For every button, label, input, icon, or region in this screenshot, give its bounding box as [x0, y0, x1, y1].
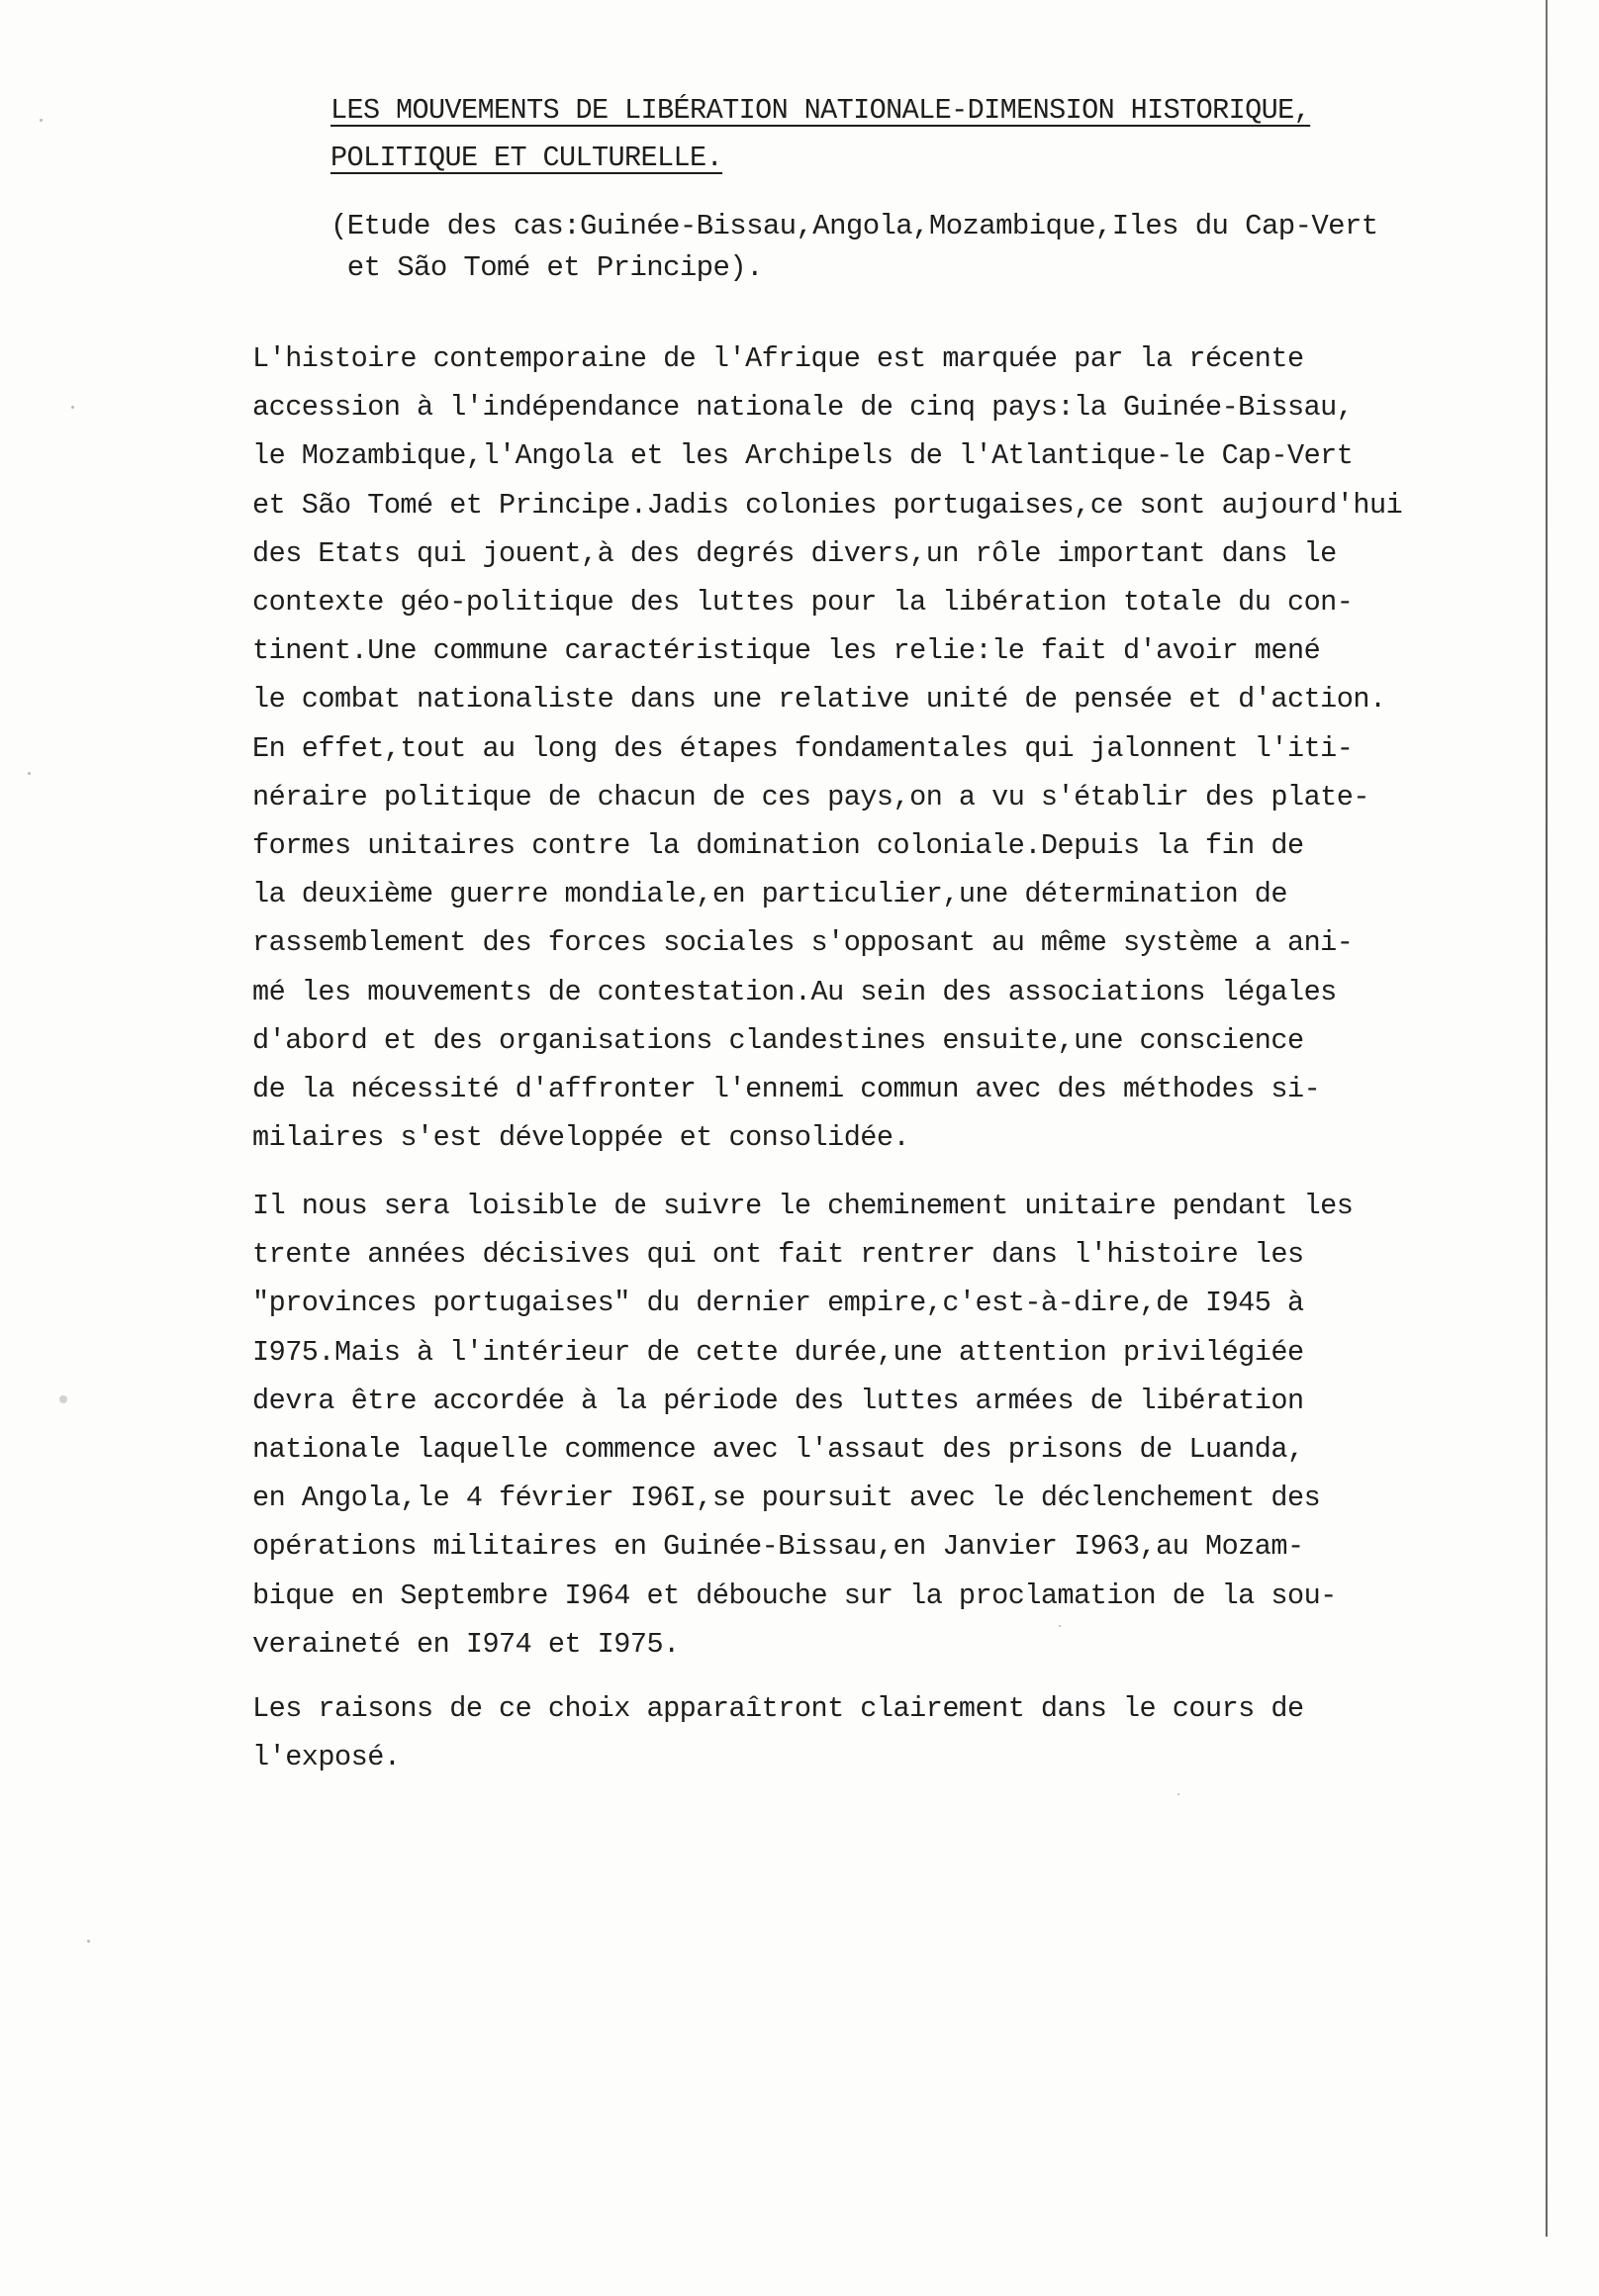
- paper-speck: [71, 406, 74, 409]
- text-line: néraire politique de chacun de ces pays,on a vu s'établir des plate-: [252, 780, 1369, 813]
- text-line: "provinces portugaises" du dernier empire,c'est-à-dire,de I945 à: [252, 1287, 1304, 1320]
- paper-speck: [28, 772, 31, 775]
- text-line: accession à l'indépendance nationale de cinq pays:la Guinée-Bissau,: [252, 391, 1354, 425]
- text-line: bique en Septembre I964 et débouche sur la proclamation de la sou-: [252, 1578, 1337, 1612]
- text-line: opérations militaires en Guinée-Bissau,en Janvier I963,au Mozam-: [252, 1530, 1304, 1564]
- text-line: des Etats qui jouent,à des degrés divers,un rôle important dans le: [252, 536, 1337, 570]
- text-line: Il nous sera loisible de suivre le cheminement unitaire pendant les: [252, 1190, 1354, 1222]
- text-line: mé les mouvements de contestation.Au sein des associations légales: [252, 975, 1337, 1008]
- text-line: formes unitaires contre la domination coloniale.Depuis la fin de: [252, 829, 1304, 863]
- document-subtitle: [330, 206, 1378, 289]
- title-line: POLITIQUE ET CULTURELLE.: [330, 142, 723, 174]
- text-line: I975.Mais à l'intérieur de cette durée,une attention privilégiée: [252, 1335, 1304, 1369]
- text-line: la deuxième guerre mondiale,en particulier,une détermination de: [252, 878, 1287, 911]
- text-line: le combat nationaliste dans une relative unité de pensée et d'action.: [252, 683, 1386, 717]
- page-edge-line: [1546, 0, 1548, 2237]
- text-line: tinent.Une commune caractéristique les relie:le fait d'avoir mené: [252, 634, 1321, 668]
- text-line: veraineté en I974 et I975.: [252, 1627, 680, 1661]
- text-line: le Mozambique,l'Angola et les Archipels de l'Atlantique-le Cap-Vert: [252, 439, 1354, 473]
- paragraph-3: [252, 1684, 1529, 1781]
- text-line: L'histoire contemporaine de l'Afrique est marquée par la récente: [252, 342, 1304, 375]
- text-line: nationale laquelle commence avec l'assaut des prisons de Luanda,: [252, 1433, 1304, 1467]
- text-line: d'abord et des organisations clandestines ensuite,une conscience: [252, 1023, 1304, 1057]
- text-line: milaires s'est développée et consolidée.: [252, 1121, 910, 1155]
- subtitle-line: (Etude des cas:Guinée-Bissau,Angola,Mozambique,Iles du Cap-Vert: [330, 210, 1378, 242]
- text-line: trente années décisives qui ont fait rentrer dans l'histoire les: [252, 1238, 1304, 1272]
- text-line: et São Tomé et Principe.Jadis colonies portugaises,ce sont aujourd'hui: [252, 488, 1403, 522]
- paper-speck: [59, 1395, 67, 1403]
- text-line: rassemblement des forces sociales s'opposant au même système a ani-: [252, 926, 1354, 960]
- paper-speck: [40, 119, 43, 122]
- document-title: [330, 87, 1518, 182]
- title-line: LES MOUVEMENTS DE LIBÉRATION NATIONALE-DIMENSION HISTORIQUE,: [330, 94, 1311, 127]
- subtitle-line: et São Tomé et Principe).: [330, 251, 763, 284]
- paragraph-2: [252, 1182, 1529, 1669]
- paper-speck: [1177, 1793, 1179, 1795]
- text-line: devra être accordée à la période des luttes armées de libération: [252, 1384, 1304, 1417]
- text-line: En effet,tout au long des étapes fondamentales qui jalonnent l'iti-: [252, 731, 1354, 765]
- text-line: Les raisons de ce choix apparaîtront clairement dans le cours de: [252, 1692, 1304, 1725]
- text-line: l'exposé.: [252, 1741, 401, 1774]
- text-line: contexte géo-politique des luttes pour la libération totale du con-: [252, 586, 1354, 620]
- text-line: en Angola,le 4 février I96I,se poursuit avec le déclenchement des: [252, 1482, 1321, 1515]
- paragraph-1: [252, 335, 1529, 1162]
- paper-speck: [87, 1940, 90, 1943]
- text-line: de la nécessité d'affronter l'ennemi commun avec des méthodes si-: [252, 1073, 1321, 1106]
